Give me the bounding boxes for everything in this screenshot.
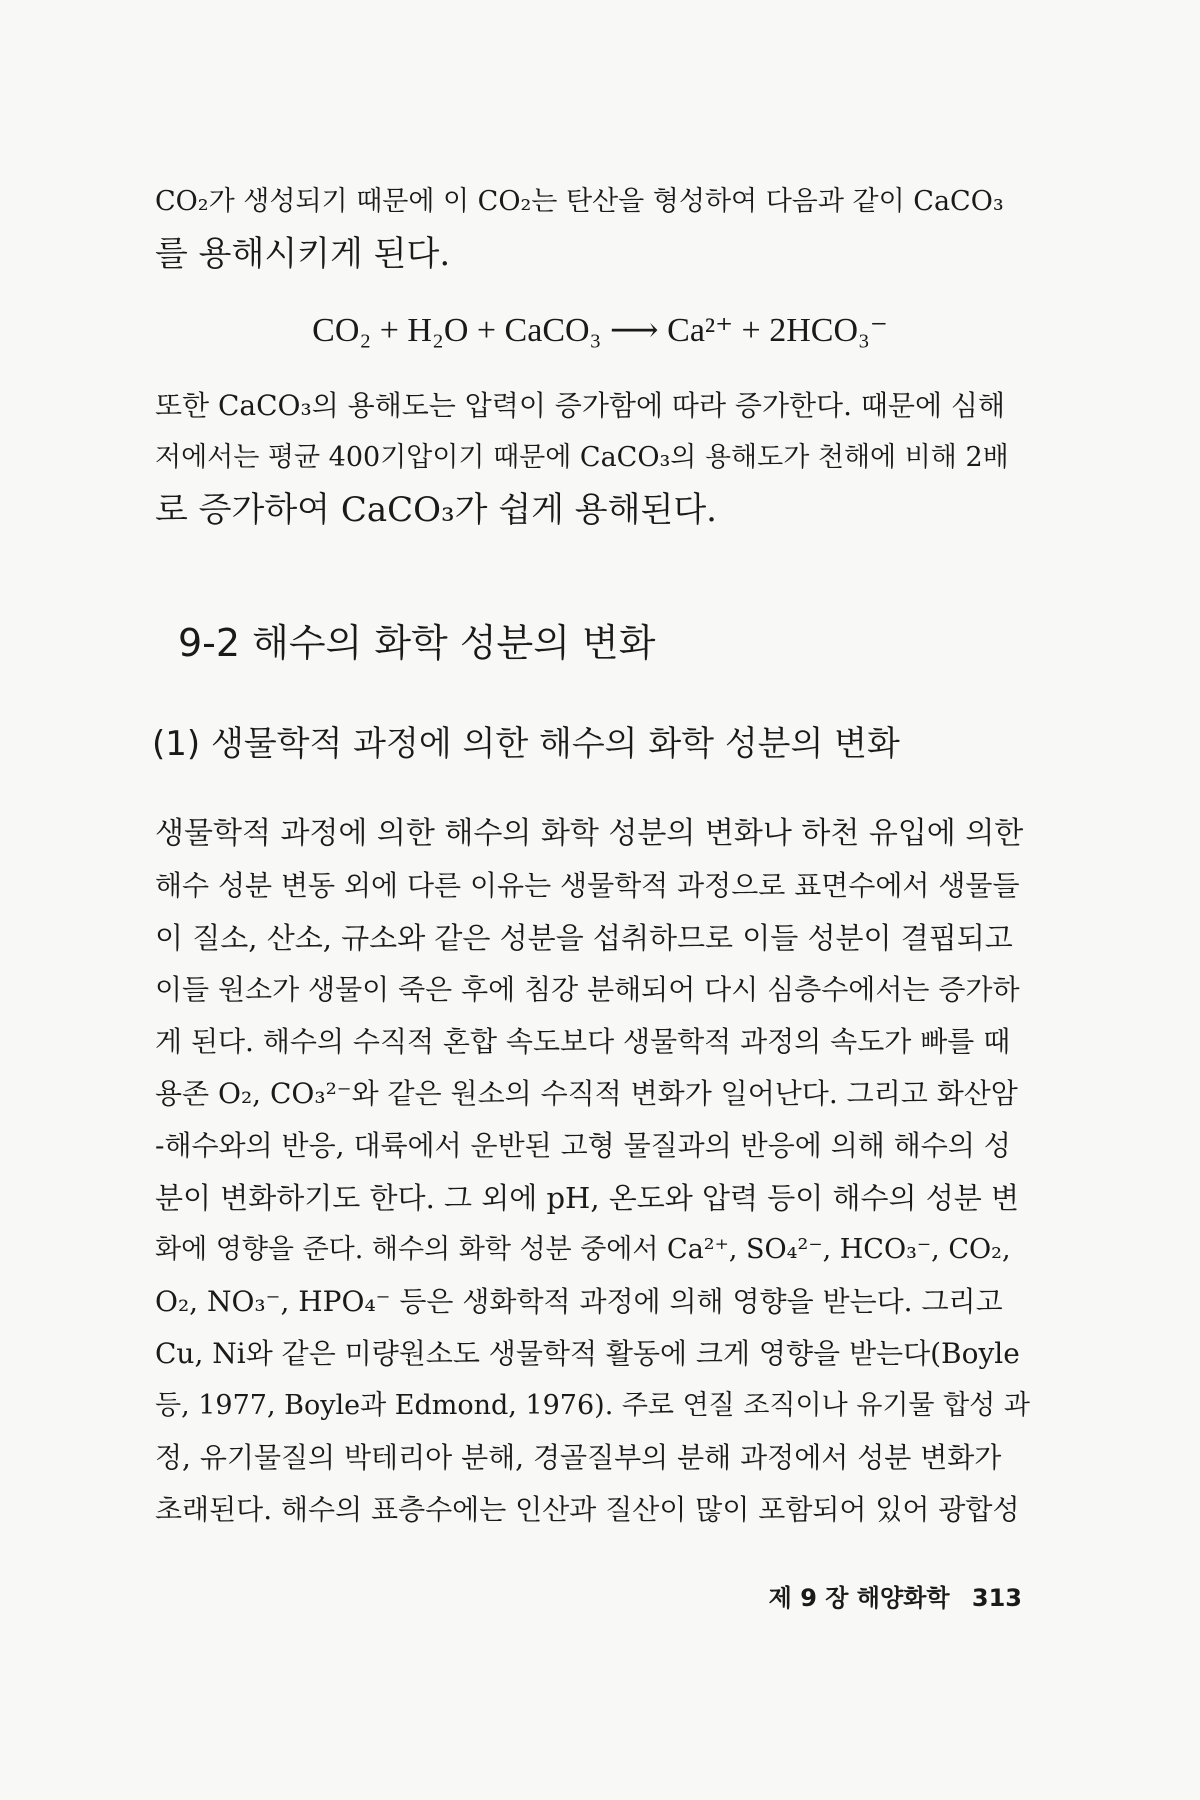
text-line: 분이 변화하기도 한다. 그 외에 pH, 온도와 압력 등이 해수의 성분 변 (155, 1181, 1020, 1215)
text-line: 저에서는 평균 400기압이기 때문에 CaCO₃의 용해도가 천해에 비해 2배 (155, 442, 1009, 473)
text-line: 화에 영향을 준다. 해수의 화학 성분 중에서 Ca²⁺, SO₄²⁻, HCO₃⁻, CO₂, (155, 1234, 1011, 1265)
text-line: Cu, Ni와 같은 미량원소도 생물학적 활동에 크게 영향을 받는다(Boyle (155, 1337, 1020, 1370)
text-line: 를 용해시키게 된다. (155, 234, 451, 274)
chapter-title: 제 9 장 해양화학 (768, 1584, 950, 1612)
text-line: 게 된다. 해수의 수직적 혼합 속도보다 생물학적 과정의 속도가 빠를 때 (155, 1025, 1011, 1058)
paragraph-2 (155, 380, 1030, 536)
text-line: 이 질소, 산소, 규소와 같은 성분을 섭취하므로 이들 성분이 결핍되고 (155, 921, 1013, 955)
text-line: 로 증가하여 CaCO₃가 쉽게 용해된다. (155, 490, 717, 530)
paragraph-1 (155, 176, 1030, 280)
text-line: 해수 성분 변동 외에 다른 이유는 생물학적 과정으로 표면수에서 생물들 (155, 869, 1020, 902)
text-line: 정, 유기물질의 박테리아 분해, 경골질부의 분해 과정에서 성분 변화가 (155, 1441, 1002, 1474)
page-number: 313 (971, 1584, 1022, 1612)
chemical-equation: CO₂ + H₂O + CaCO₃ ⟶ Ca²⁺ + 2HCO₃⁻ (312, 312, 888, 349)
text-line: 또한 CaCO₃의 용해도는 압력이 증가함에 따라 증가한다. 때문에 심해 (155, 389, 1006, 422)
paragraph-3 (155, 808, 1030, 1536)
text-line: 이들 원소가 생물이 죽은 후에 침강 분해되어 다시 심층수에서는 증가하 (155, 973, 1020, 1006)
text-line: 초래된다. 해수의 표층수에는 인산과 질산이 많이 포함되어 있어 광합성 (155, 1493, 1020, 1526)
section-heading: 9-2 해수의 화학 성분의 변화 (178, 621, 656, 665)
subsection-heading: (1) 생물학적 과정에 의한 해수의 화학 성분의 변화 (152, 724, 900, 764)
text-line: 등, 1977, Boyle과 Edmond, 1976). 주로 연질 조직이나 유기물 합성 과 (155, 1390, 1030, 1421)
text-line: 용존 O₂, CO₃²⁻와 같은 원소의 수직적 변화가 일어난다. 그리고 화산암 (155, 1077, 1018, 1110)
page-footer (755, 1578, 1022, 1613)
text-line: O₂, NO₃⁻, HPO₄⁻ 등은 생화학적 과정에 의해 영향을 받는다. 그리고 (155, 1285, 1003, 1318)
text-line: CO₂가 생성되기 때문에 이 CO₂는 탄산을 형성하여 다음과 같이 CaCO₃ (155, 186, 1004, 217)
text-line: -해수와의 반응, 대륙에서 운반된 고형 물질과의 반응에 의해 해수의 성 (155, 1129, 1011, 1162)
text-line: 생물학적 과정에 의한 해수의 화학 성분의 변화나 하천 유입에 의한 (155, 816, 1024, 851)
